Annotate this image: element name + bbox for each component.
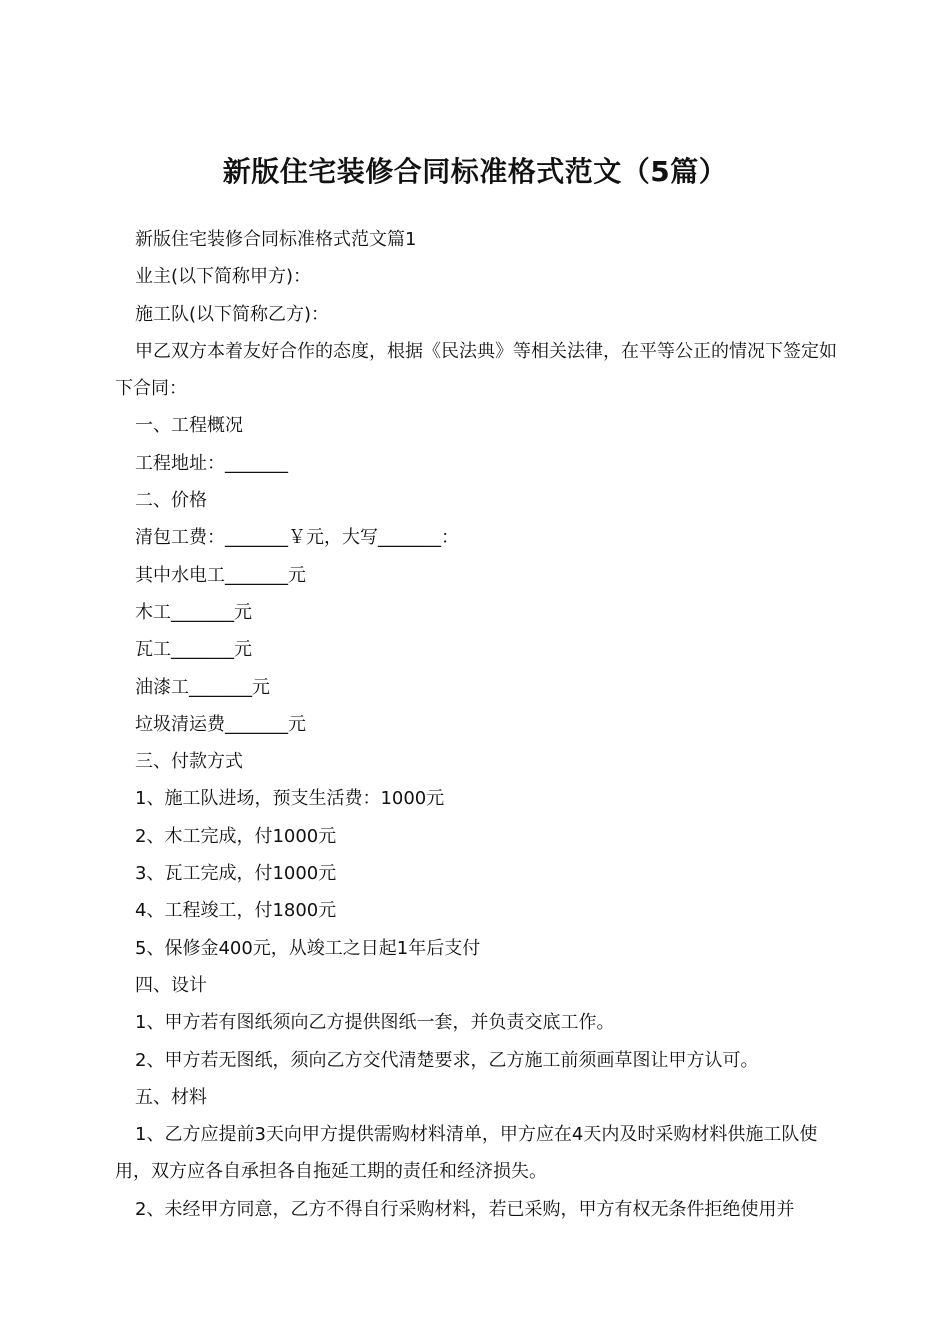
paragraph-payment-4: 4、工程竣工，付1800元 bbox=[135, 900, 337, 922]
paragraph-section-heading: 新版住宅装修合同标准格式范文篇1 bbox=[135, 229, 417, 250]
paragraph-party-a: 业主(以下简称甲方)： bbox=[135, 266, 312, 288]
paragraph-materials-2: 2、未经甲方同意，乙方不得自行采购材料，若已采购，甲方有权无条件拒绝使用并 bbox=[135, 1198, 795, 1220]
paragraph-painting: 油漆工_______元 bbox=[135, 676, 270, 698]
paragraph-tiling: 瓦工_______元 bbox=[135, 639, 252, 661]
paragraph-design-2: 2、甲方若无图纸，须向乙方交代清楚要求，乙方施工前须画草图让甲方认可。 bbox=[135, 1049, 759, 1071]
paragraph-payment-1: 1、施工队进场，预支生活费：1000元 bbox=[135, 788, 445, 810]
paragraph-preamble: 甲乙双方本着友好合作的态度，根据《民法典》等相关法律，在平等公正的情况下签定如下合同： bbox=[115, 340, 837, 400]
paragraph-project-address: 工程地址：_______ bbox=[135, 452, 288, 474]
heading-project-overview: 一、工程概况 bbox=[135, 415, 243, 437]
heading-design: 四、设计 bbox=[135, 974, 207, 996]
heading-materials: 五、材料 bbox=[135, 1086, 207, 1108]
paragraph-payment-2: 2、木工完成，付1000元 bbox=[135, 825, 337, 847]
paragraph-carpentry: 木工_______元 bbox=[135, 601, 252, 623]
document-title: 新版住宅装修合同标准格式范文（5篇） bbox=[222, 154, 728, 188]
paragraph-party-b: 施工队(以下简称乙方)： bbox=[135, 303, 330, 325]
paragraph-design-1: 1、甲方若有图纸须向乙方提供图纸一套，并负责交底工作。 bbox=[135, 1012, 615, 1034]
heading-price: 二、价格 bbox=[135, 490, 207, 512]
paragraph-payment-5: 5、保修金400元，从竣工之日起1年后支付 bbox=[135, 937, 481, 959]
paragraph-waste-removal: 垃圾清运费_______元 bbox=[135, 713, 306, 735]
paragraph-materials-1: 1、乙方应提前3天向甲方提供需购材料清单，甲方应在4天内及时采购材料供施工队使用，双方应各自承担各自拖延工期的责任和经济损失。 bbox=[115, 1124, 818, 1183]
document-body bbox=[115, 221, 837, 1228]
paragraph-plumbing-electrical: 其中水电工_______元 bbox=[135, 564, 306, 586]
paragraph-labor-fee: 清包工费：_______￥元，大写_______： bbox=[135, 527, 459, 549]
paragraph-payment-3: 3、瓦工完成，付1000元 bbox=[135, 863, 337, 885]
heading-payment-method: 三、付款方式 bbox=[135, 751, 243, 773]
